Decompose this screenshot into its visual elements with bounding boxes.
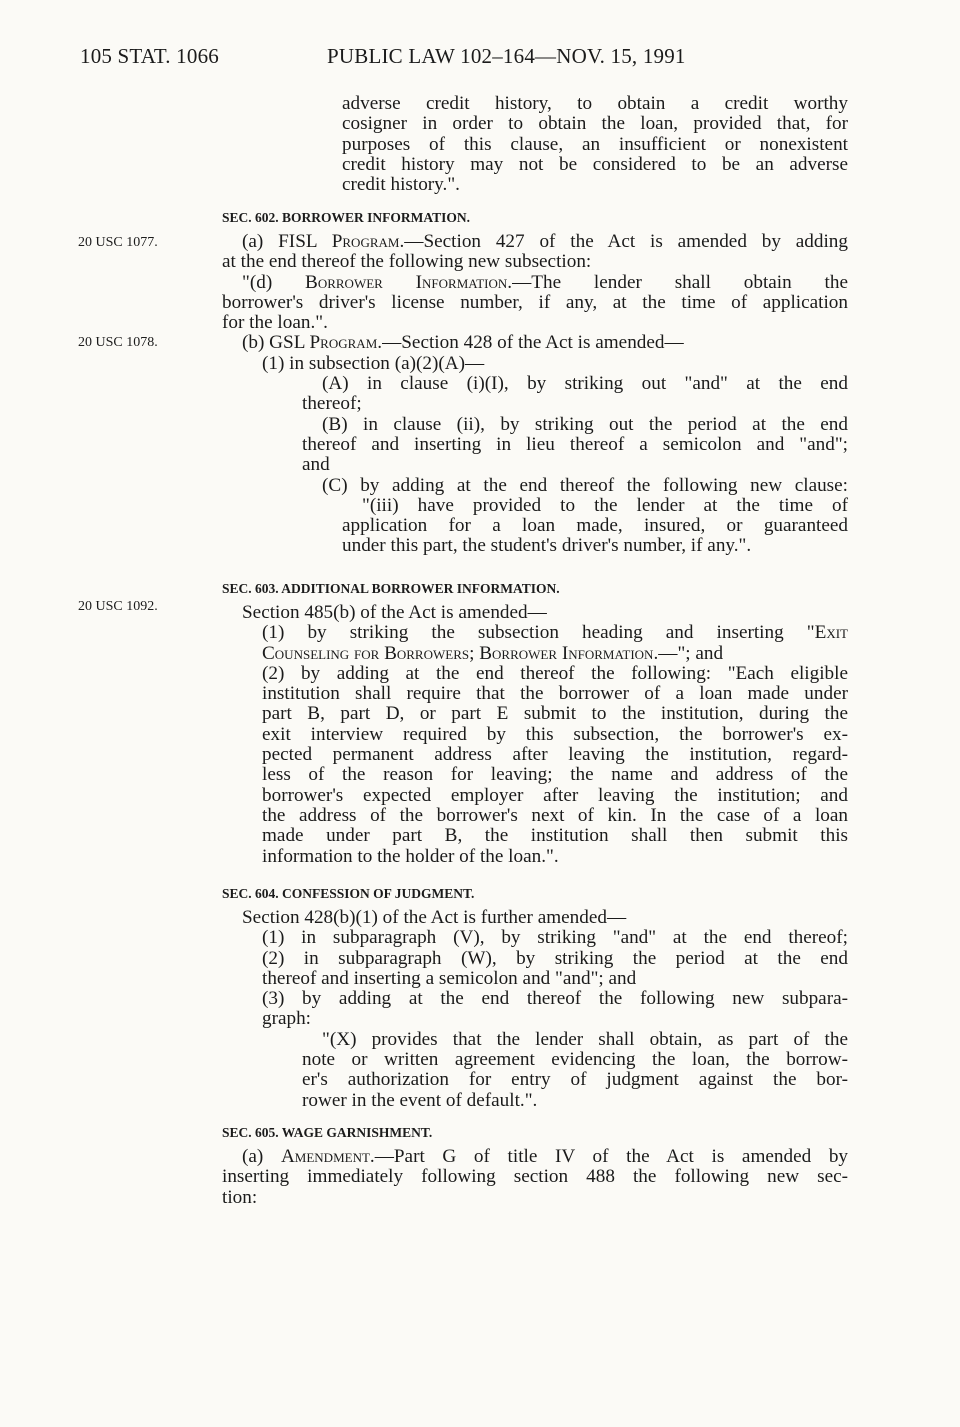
text-line: (2) by adding at the end thereof the following: "Each eligible [262,662,848,684]
text-line [222,1147,848,1167]
text-line: information to the holder of the loan.". [262,845,559,867]
small-caps-heading: Borrower Information [305,271,508,293]
text-line [222,333,848,353]
text-span: "(d) [242,271,306,293]
text-line: thereof and inserting in lieu thereof a semicolon and "and"; [302,433,848,455]
text-line: (3) by adding at the end thereof the following new subpara- [262,988,848,1010]
small-caps-heading: Amendment [280,1146,370,1167]
small-caps-heading: Counseling for Borrowers [262,642,470,664]
text-line [222,232,848,252]
text-line: (1) in subsection (a)(2)(A)— [262,352,485,374]
text-line: tion: [222,1186,258,1208]
section-heading: SEC. 604. CONFESSION OF JUDGMENT. [222,886,475,901]
section-605 [222,1112,848,1208]
text-line: application for a loan made, insured, or guaranteed [342,515,848,537]
text-line: (2) in subparagraph (W), by striking the period at the end [262,947,848,969]
text-line: credit history.". [342,174,460,196]
text-line: inserting immediately following section 488 the following new sec- [222,1166,848,1188]
text-line: (A) in clause (i)(I), by striking out "and" at the end [322,373,848,395]
text-line [222,623,848,643]
text-span: .—Section 427 of the Act is amended by adding [399,231,848,252]
text-line [222,273,848,293]
text-line: borrower's driver's license number, if any, at the time of application [222,291,848,313]
text-line: (B) in clause (ii), by striking out the period at the end [322,413,848,435]
text-line: adverse credit history, to obtain a credit worthy [342,93,848,114]
text-line: graph: [262,1008,312,1030]
text-span: .—Section 428 of the Act is amended— [377,332,684,354]
section-heading: SEC. 605. WAGE GARNISHMENT. [222,1125,433,1140]
text-span: (a) [242,1146,281,1167]
text-line: and [302,454,330,476]
text-line: Section 428(b)(1) of the Act is further amended— [242,907,627,928]
text-line: purposes of this clause, an insufficient or nonexistent [342,133,848,155]
text-line: rower in the event of default.". [302,1089,538,1111]
text-line: less of the reason for leaving; the name and address of the [262,764,848,786]
text-line: under this part, the student's driver's number, if any.". [342,535,752,557]
text-line: thereof; [302,393,362,415]
margin-note-usc-1078: 20 USC 1078. [78,335,158,350]
stat-page-number: 105 STAT. 1066 [80,44,219,68]
section-603 [222,568,848,867]
text-line: the address of the borrower's next of kin. In the case of a loan [262,804,848,826]
small-caps-heading: Program [309,332,378,354]
text-line: "(iii) have provided to the lender at the time of [362,494,848,516]
text-span: (1) by striking the subsection heading and inserting " [262,622,815,644]
text-line: institution shall require that the borrower of a loan made under [262,683,848,705]
public-law-title: PUBLIC LAW 102–164—NOV. 15, 1991 [327,44,686,68]
text-span: ; [469,642,480,664]
text-span: .—"; and [653,642,724,664]
small-caps-heading: Borrower Information [479,642,654,664]
text-line: (1) in subparagraph (V), by striking "and" at the end thereof; [262,927,848,949]
text-span: .—Part G of title IV of the Act is amended by [369,1146,849,1167]
section-604 [222,873,848,1111]
small-caps-heading: Program [331,231,400,252]
text-span: (a) FISL [242,231,332,252]
margin-note-usc-1092: 20 USC 1092. [78,599,158,614]
text-line: part B, part D, or part E submit to the institution, during the [262,703,848,725]
text-line: for the loan.". [222,312,328,334]
margin-note-usc-1077: 20 USC 1077. [78,235,158,250]
text-line: exit interview required by this subsection, the borrower's ex- [262,723,848,745]
text-span: .—The lender shall obtain the [507,271,848,293]
section-heading: SEC. 602. BORROWER INFORMATION. [222,210,471,225]
text-line: pected permanent address after leaving the institution, regard- [262,744,848,766]
text-line: thereof and inserting a semicolon and "and"; and [262,967,637,989]
text-line: Section 485(b) of the Act is amended— [242,602,547,623]
section-heading: SEC. 603. ADDITIONAL BORROWER INFORMATION. [222,581,560,596]
text-line: cosigner in order to obtain the loan, provided that, for [342,113,848,135]
text-span: (b) GSL [242,332,310,354]
text-line: "(X) provides that the lender shall obtain, as part of the [322,1028,848,1050]
text-line: er's authorization for entry of judgment against the bor- [302,1069,848,1091]
small-caps-heading: Exit [814,622,848,644]
intro-paragraph [342,94,848,195]
text-line: note or written agreement evidencing the loan, the borrow- [302,1049,848,1071]
text-line: (C) by adding at the end thereof the following new clause: [322,474,848,496]
text-line: made under part B, the institution shall then submit this [262,825,848,847]
text-line: at the end thereof the following new subsection: [222,251,592,273]
text-line: credit history may not be considered to be an adverse [342,153,848,175]
text-line [222,644,848,664]
text-line: borrower's expected employer after leaving the institution; and [262,784,848,806]
section-602 [222,197,848,557]
